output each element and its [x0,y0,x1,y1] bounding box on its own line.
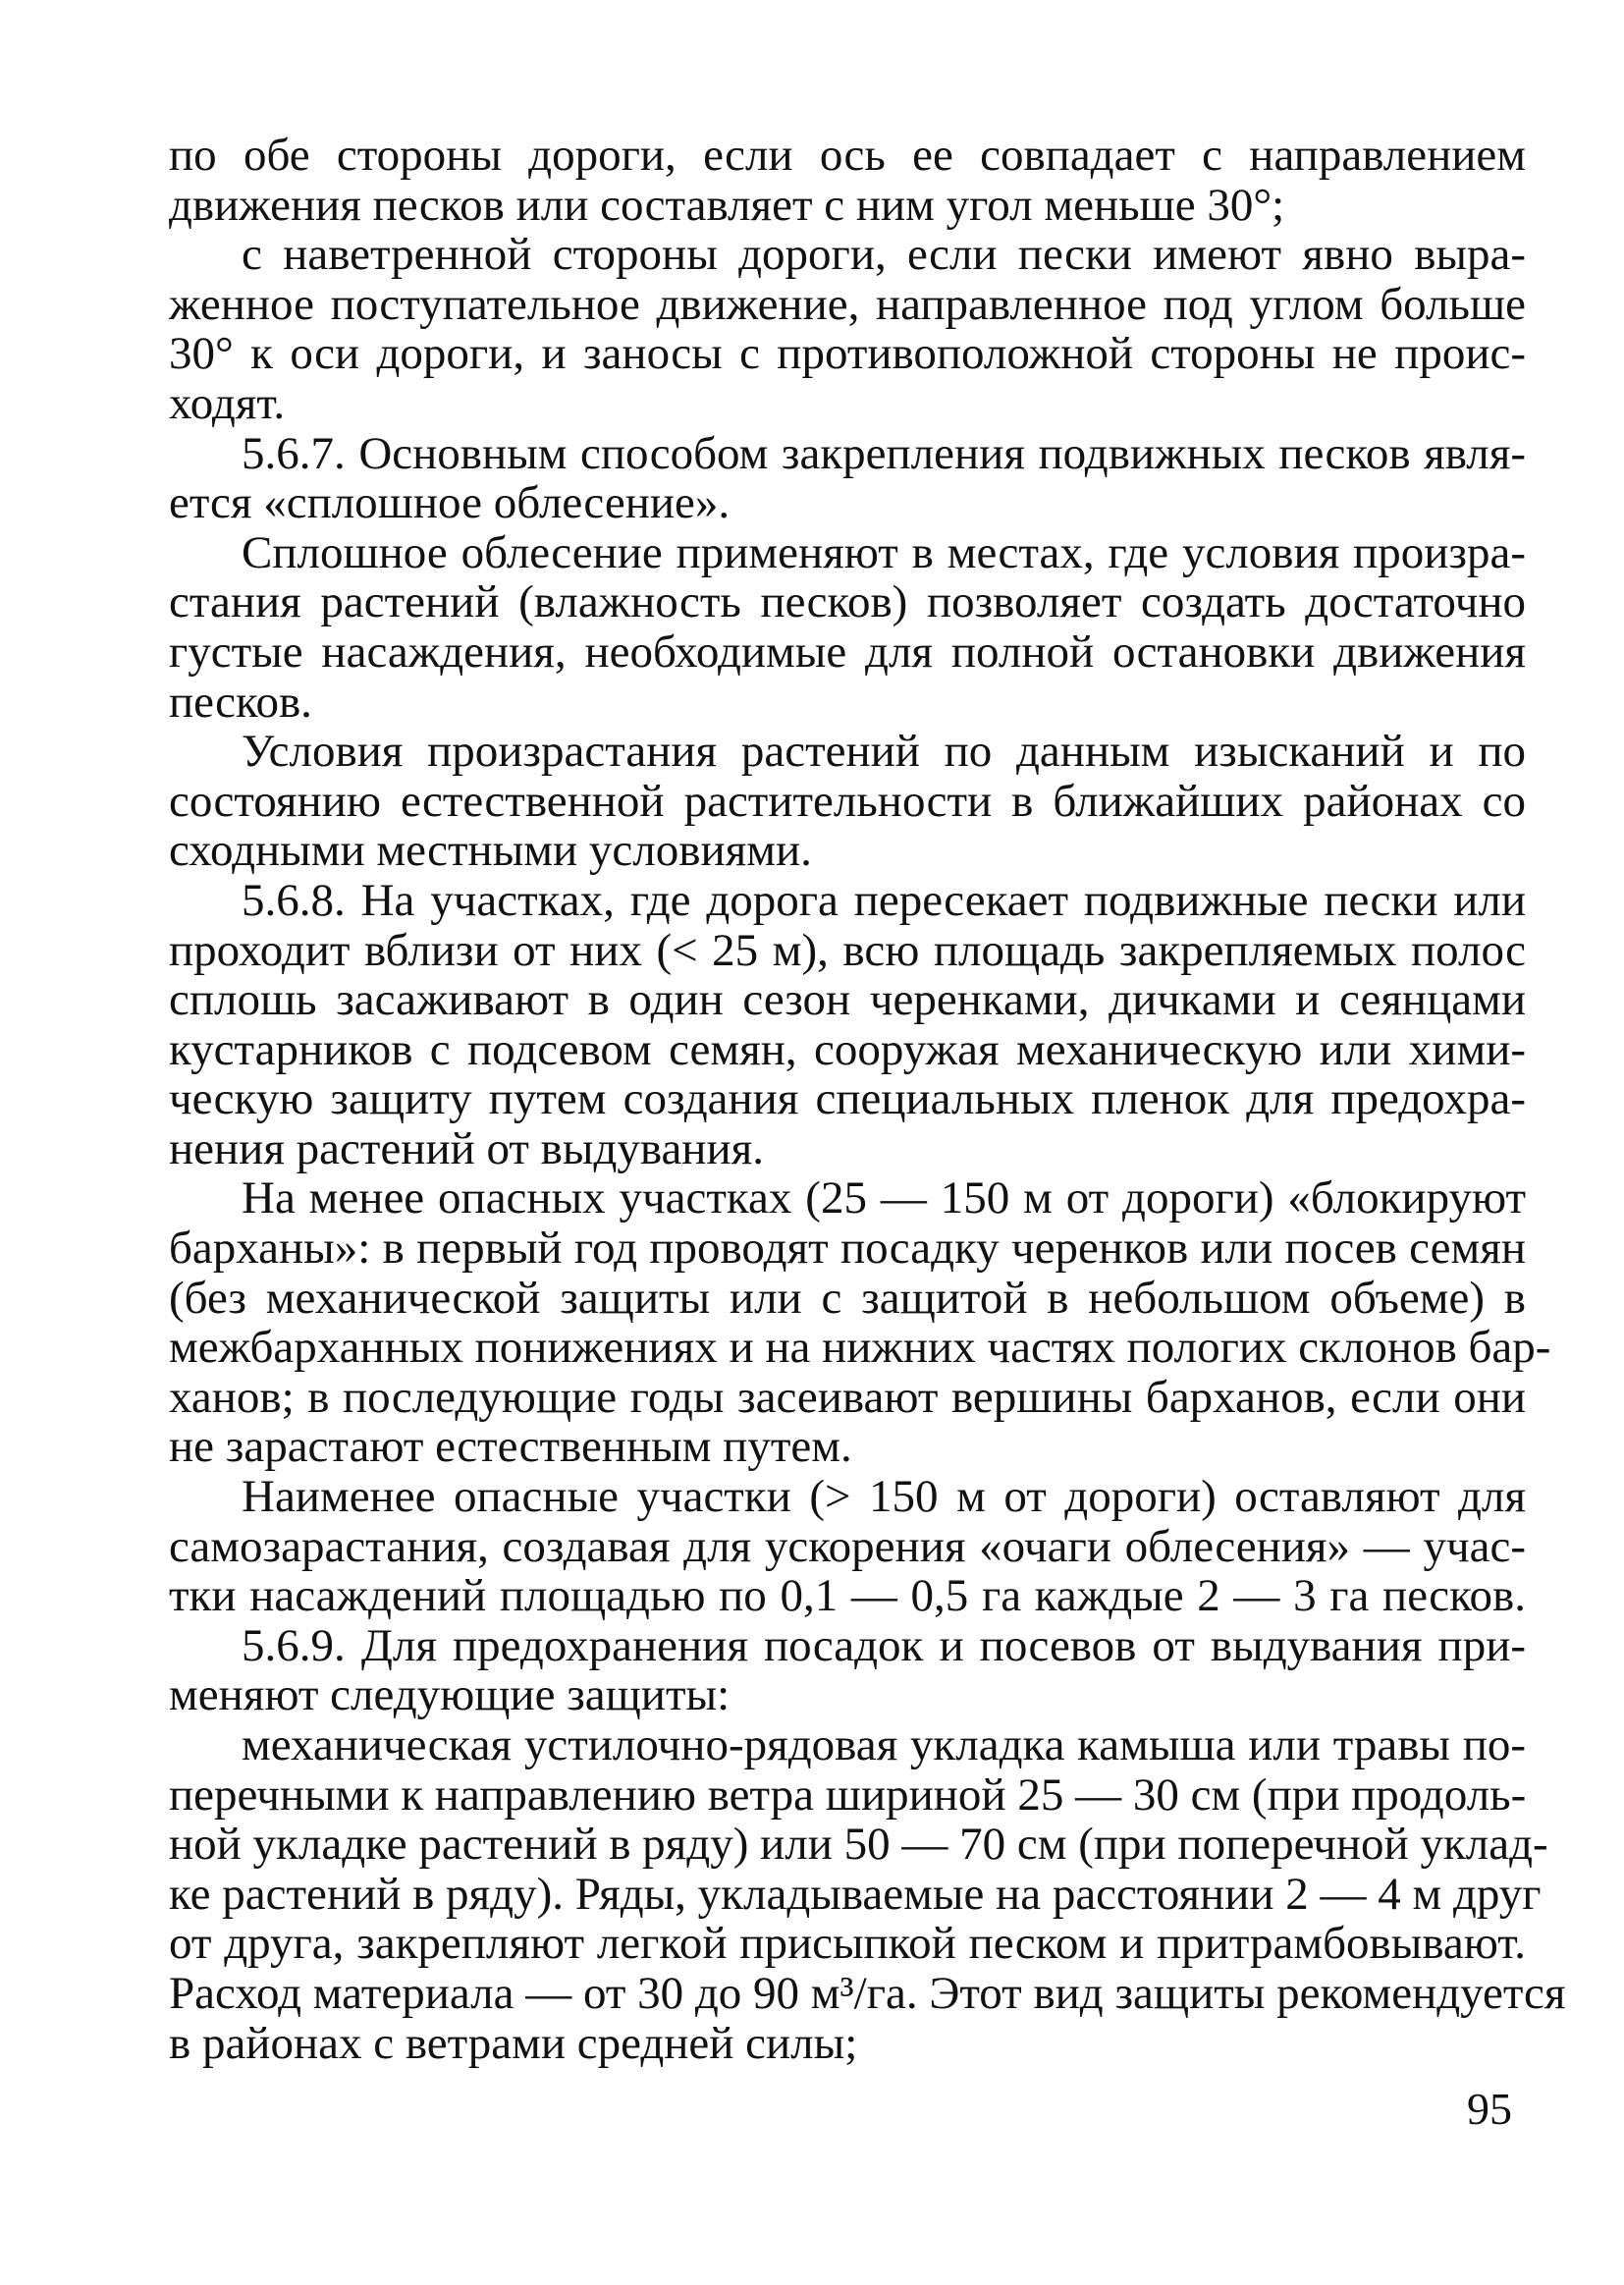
text-line: нения растений от выдувания. [169,1122,764,1174]
text-line: ке растений в ряду). Ряды, укладываемые на расстоянии 2 — 4 м друг [169,1868,1542,1920]
text-line: кустарников с подсевом семян, сооружая механическую или хими- [169,1023,1526,1075]
text-line: в районах с ветрами средней силы; [169,2017,858,2069]
text-line: тки насаждений площадью по 0,1 — 0,5 га каждые 2 — 3 га песков. [169,1570,1526,1622]
text-line: (без механической защиты или с защитой в небольшом объеме) в [169,1272,1526,1324]
text-line: 5.6.9. Для предохранения посадок и посевов от выдувания при- [242,1619,1526,1671]
text-line: ходят. [169,377,286,429]
document-page [169,130,1566,2069]
text-line: ческую защиту путем создания специальных пленок для предохра- [169,1073,1526,1125]
text-line: с наветренной стороны дороги, если пески имеют явно выра- [242,229,1526,281]
text-line: не зарастают естественным путем. [169,1421,852,1473]
text-line: Условия произрастания растений по данным изысканий и по [242,726,1526,778]
text-line: механическая устилочно-рядовая укладка камыша или травы по- [242,1719,1526,1770]
text-line: 5.6.7. Основным способом закрепления подвижных песков явля- [242,427,1526,479]
text-line: песков. [169,676,312,728]
text-line: ханов; в последующие годы засеивают вершины барханов, если они [169,1371,1526,1423]
text-line: Расход материала — от 30 до 90 м³/га. Этот вид защиты рекомендуется [169,1967,1566,2019]
text-line: по обе стороны дороги, если ось ее совпадает с направлением [169,130,1526,181]
text-line: ется «сплошное облесение». [169,477,731,529]
text-line: 30° к оси дороги, и заносы с противоположной стороны не проис- [169,328,1526,380]
text-line: межбарханных понижениях и на нижних частях пологих склонов бар- [169,1322,1551,1374]
text-line: барханы»: в первый год проводят посадку черенков или посев семян [169,1223,1526,1275]
text-line: густые насаждения, необходимые для полной остановки движения [169,626,1526,678]
text-line: сходными местными условиями. [169,825,812,877]
text-line: Сплошное облесение применяют в местах, где условия произра- [242,526,1526,578]
text-line: 5.6.8. На участках, где дорога пересекает подвижные пески или [242,874,1526,926]
text-line: от друга, закрепляют легкой присыпкой песком и притрамбовывают. [169,1918,1526,1970]
text-line: На менее опасных участках (25 — 150 м от дороги) «блокируют [242,1172,1526,1224]
text-line: перечными к направлению ветра шириной 25 — 30 см (при продоль- [169,1768,1527,1821]
text-line: женное поступательное движение, направленное под углом больше [169,278,1526,330]
text-line: состоянию естественной растительности в ближайших районах со [169,775,1526,827]
text-line: самозарастания, создавая для ускорения «очаги облесения» — учас- [169,1520,1526,1572]
text-line: проходит вблизи от них (< 25 м), всю площадь закрепляемых полос [169,924,1526,976]
text-line: Наименее опасные участки (> 150 м от дороги) оставляют для [242,1471,1526,1523]
text-line: стания растений (влажность песков) позволяет создать достаточно [169,576,1526,628]
text-line: ной укладке растений в ряду) или 50 — 70 см (при поперечной уклад- [169,1819,1548,1871]
text-line: меняют следующие защиты: [169,1669,731,1721]
text-line: движения песков или составляет с ним угол меньше 30°; [169,179,1285,231]
text-line: сплошь засаживают в один сезон черенками, дичками и сеянцами [169,974,1526,1026]
page-number: 95 [1467,2084,1512,2134]
